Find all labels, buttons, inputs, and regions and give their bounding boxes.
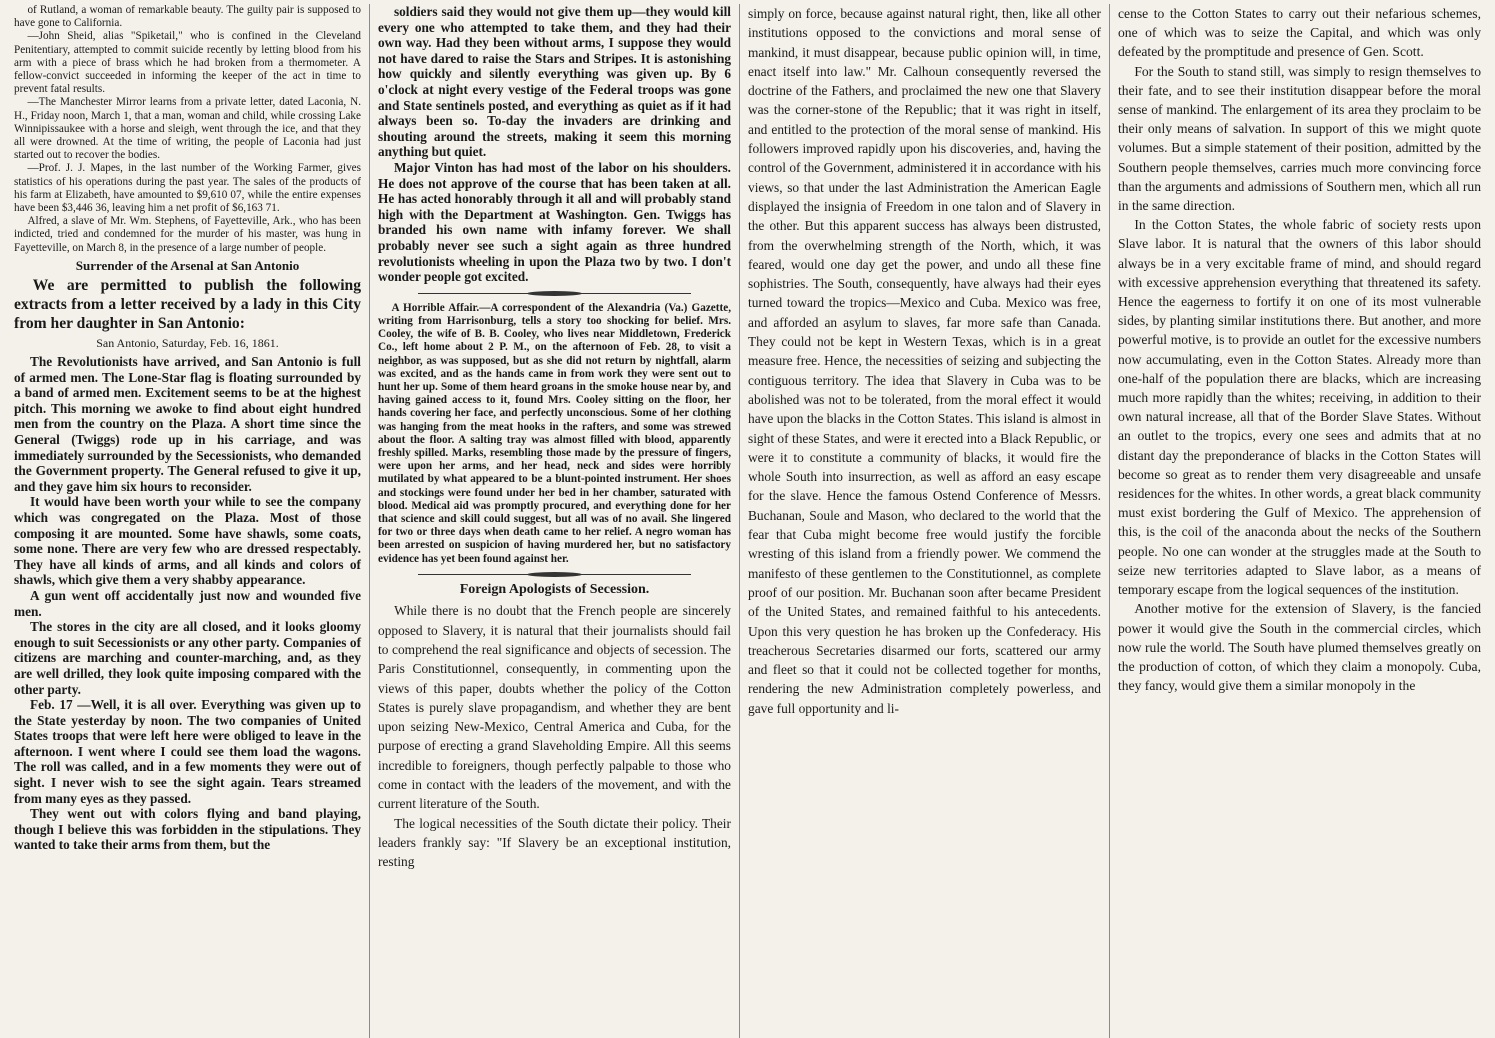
column-2: [369, 4, 739, 1038]
paragraph: Another motive for the extension of Slavery, is the fancied power it would give the South in the commercial circles, which now rule the world. The South have plumed themselves greatly on the production of cotton, of which they claim a monopoly. Cuba, they fancy, would give them a similar monopoly in the: [1118, 601, 1481, 694]
paragraph: cense to the Cotton States to carry out their nefarious schemes, one of which was to seize the Capital, and which was only defeated by the promptitude and presence of Gen. Scott.: [1118, 6, 1481, 60]
article-headline: Surrender of the Arsenal at San Antonio: [75, 257, 300, 273]
section-divider: [418, 291, 691, 296]
article-lead: We are permitted to publish the following extracts from a letter received by a lady in this City from her daughter in San Antonio:: [14, 277, 361, 333]
paragraph: —The Manchester Mirror learns from a private letter, dated Laconia, N. H., Friday noon, March 1, that a man, woman and child, while crossing Lake Winnipissaukee with a horse and sleigh, went through the ice, and that they all were drowned. At the time of writing, the people of Laconia had just started out to recover the bodies.: [14, 96, 361, 162]
paragraph: They went out with colors flying and band playing, though I believe this was forbidden in the stipulations. They wanted to take their arms from them, but the: [14, 806, 361, 853]
article-headline: Foreign Apologists of Secession.: [459, 581, 650, 597]
paragraph: Alfred, a slave of Mr. Wm. Stephens, of Fayetteville, Ark., who has been indicted, tried and condemned for the murder of his master, was hung in Fayetteville, on March 8, in the presence of a large number of people.: [14, 215, 361, 254]
paragraph: For the South to stand still, was simply to resign themselves to their fate, and to see their institution disappear before the moral sense of mankind. The enlargement of its area they proclaim to be their only means of salvation. In support of this we might quote volumes. But a simple statement of their position, admitted by the Southern people themselves, carries much more convincing force than the arguments and admissions of Southern men, which all run in the same direction.: [1118, 63, 1481, 214]
paragraph: In the Cotton States, the whole fabric of society rests upon Slave labor. It is natural that the owners of this labor should always be in a very excitable frame of mind, and should regard with excessive apprehension everything that threatened its safety. Hence the eagerness to fortify it on one of its most vulnerable sides, by planting similar institutions there. But another, and more powerful motive, is to provide an outlet for the excessive numbers now accumulating, even in the Cotton States. Already more than one-half of the population there are blacks, which are increasing much more rapidly than the whites; receiving, in addition to their own natural increase, all that of the Border Slave States. Without an outlet to the tropics, every one sees and admits that at no distant day the preponderance of blacks in the Cotton States will become so great as to render them very disagreeable and unsafe residences for the whites. In other words, a great black community must exist bordering the Gulf of Mexico. The apprehension of this, is the coil of the anaconda about the necks of the Southern people. No one can wonder at the struggles made at the South to seize new territories adapted to Slave labor, as a means of temporary escape from the logical sequences of the institution.: [1118, 217, 1481, 598]
paragraph: —Prof. J. J. Mapes, in the last number of the Working Farmer, gives statistics of his operations during the past year. The sales of the products of his farm at Elizabeth, have amounted to $9,610 07, while the entire expenses have been $3,446 36, leaving him a net profit of $6,163 71.: [14, 162, 361, 215]
paragraph: Feb. 17 —Well, it is all over. Everything was given up to the State yesterday by noon. The two companies of United States troops that were left here were obliged to leave in the afternoon. I went where I could see them load the wagons. The roll was called, and in a few moments they were out of sight. I never wish to see the sight again. Tears streamed from many eyes as they passed.: [14, 697, 361, 806]
paragraph: of Rutland, a woman of remarkable beauty. The guilty pair is supposed to have gone to California.: [14, 4, 361, 30]
section-divider: [418, 572, 691, 577]
paragraph: It would have been worth your while to see the company which was congregated on the Plaza. Most of those composing it are mounted. Some have shawls, some coats, some none. There are very few who are dressed respectably. They have all kinds of arms, and all kinds and colors of shawls, which give them a very shabby appearance.: [14, 494, 361, 588]
paragraph: A Horrible Affair.—A correspondent of the Alexandria (Va.) Gazette, writing from Harrisonburg, tells a story too shocking for belief. Mrs. Cooley, the wife of B. B. Cooley, who lives near Middletown, Frederick Co., left home about 2 P. M., on the afternoon of Feb. 28, to visit a neighbor, as was supposed, but as she did not return by nightfall, alarm was excited, and as the hands came in from work they were sent out to hunt her up. Some of them heard groans in the smoke house near by, and having gained access to it, found Mrs. Cooley sitting on the floor, her hands covering her face, and perfectly unconscious. Some of her clothing was hanging from the meat hooks in the rafters, and some was strewed about the floor. A salting tray was almost filled with blood, apparently freshly spilled. Marks, resembling those made by the pressure of fingers, were upon her arms, and her head, neck and sides were horribly mutilated by what appeared to be a blunt-pointed instrument. Her shoes and stockings were found under her bed in her chamber, saturated with blood. Medical aid was promptly procured, and everything done for her that science and skill could suggest, but all was of no avail. She lingered for two or three days when death came to her relief. A negro woman has been arrested on suspicion of having murdered her, but no satisfactory evidence has yet been found against her.: [378, 301, 731, 565]
paragraph: While there is no doubt that the French people are sincerely opposed to Slavery, it is natural that their journalists should fail to comprehend the real significance and objects of secession. The Paris Constitutionnel, consequently, in commenting upon the views of this paper, doubts whether the policy of the Cotton States is purely slave propagandism, and whether they are bent upon seizing New-Mexico, Central America and Cuba, for the purpose of erecting a grand Slaveholding Empire. All this seems incredible to foreigners, though perfectly palpable to those who come in contact with the leaders of the movement, and with the current literature of the South.: [378, 603, 731, 812]
paragraph: Major Vinton has had most of the labor on his shoulders. He does not approve of the course that has been taken at all. He has acted honorably through it all and will probably stand high with the Department at Washington. Gen. Twiggs has branded his own name with infamy forever. We shall probably never see such a sight again as three hundred revolutionists wheeling in upon the Plaza two by two. I don't wonder people got excited.: [378, 159, 731, 285]
column-3: [739, 4, 1109, 1038]
column-4: [1109, 4, 1489, 1038]
paragraph: The stores in the city are all closed, and it looks gloomy enough to suit Secessionists or any other party. Companies of citizens are marching and counter-marching, and, as they are well drilled, they look quite imposing compared with the other party.: [14, 619, 361, 697]
paragraph: —John Sheid, alias "Spiketail," who is confined in the Cleveland Penitentiary, attempted to commit suicide recently by letting blood from his arm with a piece of brass which he had broken from a thermometer. A fellow-convict succeeded in informing the keeper of the act in time to prevent fatal results.: [14, 30, 361, 96]
paragraph: soldiers said they would not give them up—they would kill every one who attempted to take them, and they had their own way. Had they been without arms, I suppose they would not have dared to raise the Stars and Stripes. It is astonishing how quickly and silently everything was given up. By 6 o'clock at night every vestige of the Federal troops was gone and State sentinels posted, and everything as quiet as if it had always been so. To-day the invaders are drinking and shouting around the streets, making it seem this morning anything but quiet.: [378, 4, 731, 160]
dateline: San Antonio, Saturday, Feb. 16, 1861.: [96, 336, 279, 351]
paragraph: The logical necessities of the South dictate their policy. Their leaders frankly say: "If Slavery be an exceptional institution, resting: [378, 815, 731, 870]
paragraph: A gun went off accidentally just now and wounded five men.: [14, 587, 361, 619]
paragraph: The Revolutionists have arrived, and San Antonio is full of armed men. The Lone-Star flag is floating surrounded by a band of armed men. Excitement seems to be at the highest pitch. This morning we awoke to find about eight hundred men from the country on the Plaza. A short time since the General (Twiggs) rode up in his carriage, and was immediately surrounded by the Secessionists, who demanded the Government property. The General refused to give it up, and they gave him six hours to reconsider.: [14, 354, 361, 494]
column-1: [6, 4, 369, 1038]
paragraph: simply on force, because against natural right, then, like all other institutions opposed to the convictions and moral sense of mankind, it must disappear, because public opinion will, in time, enact itself into law." Mr. Calhoun consequently reversed the doctrine of the Fathers, and proclaimed the new one that Slavery was the corner-stone of the Republic; that it was right in itself, and entitled to the protection of the moral sense of mankind. His followers improved rapidly upon his discoveries, and, having the control of the Government, administered it in accordance with his views, so that under the last Administration the American Eagle displayed the insignia of Freedom in one talon and of Slavery in the other. But this apparent success has always been distrusted, from the overwhelming strength of the North, which, it was feared, would one day get the power, and undo all these fine sophistries. The South, consequently, have always had their eyes turned toward the tropics—Mexico and Cuba. Mexico was free, and afforded an asylum to slaves, far more safe than Canada. They could not be kept in Western Texas, which is in a great measure free. Hence, the necessities of seizing and subjecting the contiguous territory. The idea that Slavery in Cuba was to be abolished was not to be tolerated, from the moral effect it would have upon the blacks in the Cotton States. This island is almost in sight of these States, and were it erected into a Black Republic, or were it to constitute a community of blacks, it would fire the whole South into insurrection, as well as afford an easy escape for the slave. Hence the famous Ostend Conference of Messrs. Buchanan, Soule and Mason, who declared to the world that the fear that Cuba might become free would justify the forcible wresting of this island from a friendly power. We commend the manifesto of these gentlemen to the Constitutionnel, as complete proof of our position. Mr. Buchanan soon after became President of the United States, and remained faithful to his antecedents. Upon this very question he has broken up the Confederacy. His treacherous Secretaries disarmed our forts, scattered our army and fleet so that it could not be collected together for months, rendering the new Administration completely powerless, and gave full opportunity and li-: [748, 6, 1101, 716]
